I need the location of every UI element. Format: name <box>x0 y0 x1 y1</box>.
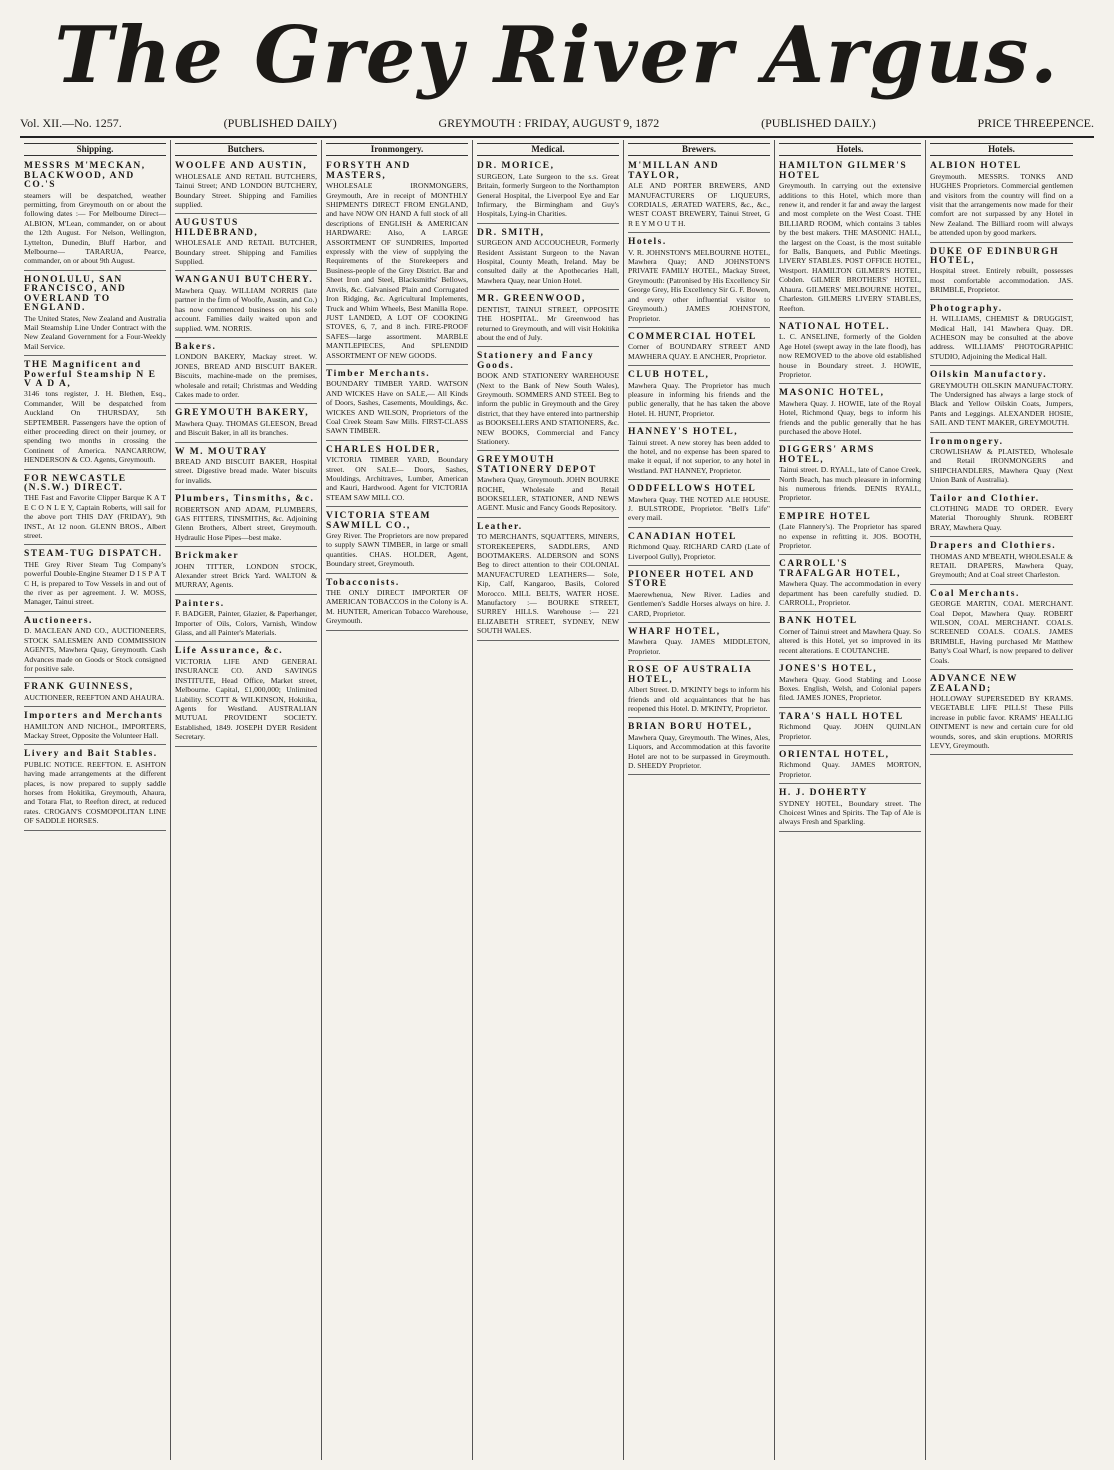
advertisement-name: FORSYTH AND MASTERS, <box>326 161 411 181</box>
column-heading: Ironmongery. <box>326 143 468 156</box>
advertisement <box>628 425 770 480</box>
advertisement <box>326 509 468 573</box>
advertisement-name: HONOLULU, SAN FRANCISCO, AND OVERLAND TO ENGLAND. <box>24 274 127 314</box>
column-heading: Medical. <box>477 143 619 156</box>
advertisement-name: Brickmaker <box>175 551 240 562</box>
advertisement <box>779 748 921 784</box>
advertisement <box>24 680 166 707</box>
advertisement-body: Richmond Quay. RICHARD CARD (Late of Liverpool Gully), Proprietor. <box>628 542 770 561</box>
advertisement-name: JONES'S HOTEL, <box>779 664 878 675</box>
volume-number: Vol. XII.—No. 1257. <box>20 116 122 130</box>
advertisement-body: ALE AND PORTER BREWERS, AND MANUFACTURERS OF LIQUEURS, CORDIALS, ÆRATED WATERS, &c., &c., WEST COAST BREWERY, Tainui Street, G R E Y M O U T H. <box>628 181 770 228</box>
advertisement <box>930 368 1073 432</box>
advertisement-name: Auctioneers. <box>24 615 93 626</box>
advertisement-name: CARROLL'S TRAFALGAR HOTEL, <box>779 559 902 579</box>
advertisement-name: MASONIC HOTEL, <box>779 388 885 399</box>
advertisement-name: GREYMOUTH BAKERY, <box>175 408 310 419</box>
advertisement-name: WHARF HOTEL, <box>628 627 721 638</box>
advertisement-name: VICTORIA STEAM SAWMILL CO., <box>326 511 432 531</box>
advertisement-name: ADVANCE NEW ZEALAND; <box>930 674 1018 694</box>
advertisement-body: Richmond Quay. JOHN QUINLAN Proprietor. <box>779 722 921 741</box>
advertisement-body: CLOTHING MADE TO ORDER. Every Material Thoroughly Shrunk. ROBERT BRAY, Mawhera Quay. <box>930 504 1073 532</box>
advertisement <box>628 482 770 528</box>
advertisement <box>930 492 1073 538</box>
advertisement <box>24 709 166 745</box>
advertisement <box>326 443 468 507</box>
advertisement-name: Ironmongery. <box>930 436 1004 447</box>
advertisement-body: Hospital street. Entirely rebuilt, possesses most comfortable accommodation. JAS. BRIMBLE, Proprietor. <box>930 266 1073 295</box>
advertisement <box>175 549 317 595</box>
advertisement-body: Greymouth. In carrying out the extensive additions to this Hotel, which more than renew it, and render it far and away the largest and most complete on the West Coast. THE BILLIARD ROOM, which contains 3 tables by the best makers. THE MASONIC HALL, the largest on the Coast, is the most suitable for Balls, Banquets, and Public Meetings. LIVERY STABLES. POST OFFICE HOTEL, Westport. HAMILTON GILMER'S HOTEL, Cobden. GILMER BROTHERS' HOTEL, Ahaura. GILMERS' MELBOURNE HOTEL, Charleston. GILMERS LIVERY STABLES, Reefton. <box>779 181 921 313</box>
column-3 <box>322 140 473 1460</box>
advertisement-name: BANK HOTEL <box>779 616 858 627</box>
advertisement-name: Drapers and Clothiers. <box>930 541 1057 552</box>
advertisement-name: Photography. <box>930 303 1003 314</box>
advertisement <box>24 547 166 611</box>
advertisement-body: BREAD AND BISCUIT BAKER, Hospital street. Digestive bread made. Water biscuits for invalids. <box>175 456 317 485</box>
advertisement-body: VICTORIA LIFE AND GENERAL INSURANCE CO. AND SAVINGS INSTITUTE, Head Office, Market street, Melbourne. Capital, £1,000,000; Unlimited Liability. SCOTT & WILKINSON, Hokitika, Agents for Westland. AUSTRALIAN MUTUAL PROVIDENT SOCIETY. Established, 1849. JOSEPH DYER Resident Secretary. <box>175 656 317 742</box>
advertisement <box>477 226 619 290</box>
advertisement-body: Mawhera Quay. THOMAS GLEESON, Bread and Biscuit Baker, in all its branches. <box>175 418 317 438</box>
advertisement-body: THE Grey River Steam Tug Company's powerful Double-Engine Steamer D I S P A T C H, is prepared to Tow Vessels in and out of the river as per agreement. J. W. MOSS, Manager, Tainui street. <box>24 559 166 607</box>
advertisement-name: WANGANUI BUTCHERY. <box>175 275 314 286</box>
columns <box>20 140 1094 1460</box>
advertisement-name: Plumbers, Tinsmiths, &c. <box>175 494 315 505</box>
column-heading: Hotels. <box>779 143 921 156</box>
advertisement-body: Albert Street. D. M'KINTY begs to inform his friends and old acquaintances that he has reopened this Hotel. D. M'KINTY, Proprietor. <box>628 685 770 713</box>
published-daily-right: (PUBLISHED DAILY.) <box>761 116 876 130</box>
advertisement <box>930 539 1073 585</box>
advertisement <box>930 435 1073 490</box>
advertisement-body: WHOLESALE AND RETAIL BUTCHERS, Tainui Street; AND LONDON BUTCHERY, Boundary Street. Shipping and Families supplied. <box>175 171 317 210</box>
column-2 <box>171 140 322 1460</box>
advertisement <box>24 614 166 678</box>
column-4 <box>473 140 624 1460</box>
advertisement-name: STEAM-TUG DISPATCH. <box>24 549 163 560</box>
advertisement-body: ROBERTSON AND ADAM, PLUMBERS, GAS FITTERS, TINSMITHS, &c. Adjoining Glenn Brothers, Albert street, Greymouth. Hydraulic Hose Pipes—best make. <box>175 504 317 542</box>
advertisement-body: THE Fast and Favorite Clipper Barque K A T E C O N L E Y, Captain Roberts, will sail for the above port THIS DAY (FRIDAY), 9th INST., At 12 noon. GLENN BROS., Albert street. <box>24 493 166 541</box>
advertisement-body: H. WILLIAMS, CHEMIST & DRUGGIST, Medical Hall, 141 Mawhera Quay. DR. ACHESON may be consulted at the above address. WILLIAMS' PHOTOGRAPHIC STUDIO, Adjoining the Medical Hall. <box>930 314 1073 361</box>
advertisement-name: FRANK GUINNESS, <box>24 682 134 693</box>
column-heading: Hotels. <box>930 143 1073 156</box>
advertisement-body: JOHN TITTER, LONDON STOCK, Alexander street Brick Yard. WALTON & MURRAY, Agents. <box>175 561 317 590</box>
advertisement-body: CROWLISHAW & PLAISTED, Wholesale and Retail IRONMONGERS and SHIPCHANDLERS, Mawhera Quay (Next Union Bank of Australia). <box>930 446 1073 485</box>
advertisement <box>779 320 921 384</box>
advertisement-body: F. BADGER, Painter, Glazier, & Paperhanger, Importer of Oils, Colors, Varnish, Window Glass, and all Painter's Materials. <box>175 609 317 638</box>
advertisement-body: GEORGE MARTIN, COAL MERCHANT. Coal Depot, Mawhera Quay. ROBERT WILSON, COAL MERCHANT. COALS. SCREENED COALS. COALS. JAMES BRIMBLE, Having purchased Mr Matthew Batty's Coal Wharf, is now prepared to deliver Coals. <box>930 599 1073 665</box>
advertisement-name: Bakers. <box>175 341 217 352</box>
advertisement <box>779 386 921 441</box>
advertisement <box>779 786 921 832</box>
advertisement <box>175 340 317 404</box>
advertisement-body: Mawhera Quay. The accommodation in every department has been carefully studied. D. CARROLL, Proprietor. <box>779 579 921 608</box>
advertisement <box>175 445 317 491</box>
advertisement-body: BOOK AND STATIONERY WAREHOUSE (Next to the Bank of New South Wales), Greymouth. SOMMERS AND STEEL Beg to inform the public in Greymouth and the Grey district, that they have entered into partnership as BOOKSELLERS AND STATIONERS, &c. NEW BOOKS, Commercial and Fancy Stationery. <box>477 371 619 446</box>
advertisement-name: Life Assurance, &c. <box>175 646 284 657</box>
advertisement-body: WHOLESALE AND RETAIL BUTCHER, Boundary street. Shipping and Families Supplied. <box>175 238 317 267</box>
advertisement <box>175 216 317 271</box>
advertisement <box>477 520 619 641</box>
price: PRICE THREEPENCE. <box>977 116 1094 130</box>
advertisement-body: TO MERCHANTS, SQUATTERS, MINERS, STOREKEEPERS, SADDLERS, AND BOOTMAKERS. ALDERSON and SONS Beg to direct attention to their COLONIAL MANUFACTURED LEATHERS— Sole, Kip, Calf, Kangaroo, Basils, Colored Morocco. MILL BELTS, WATER HOSE. Manufactory :— BOURKE STREET, SURREY HILLS. Warehouse :— 221 ELIZABETH STREET, SYDNEY, NEW SOUTH WALES. <box>477 532 619 636</box>
advertisement-body: V. R. JOHNSTON'S MELBOURNE HOTEL, Mawhera Quay; AND JOHNSTON'S PRIVATE FAMILY HOTEL, Mackay Street, Greymouth: (Patronised by His Excellency Sir George Grey, His Excellency Sir G. F. Bowen, and every other influential visitor to Greymouth.) JAMES JOHNSTON, Proprietor. <box>628 247 770 323</box>
advertisement-name: GREYMOUTH STATIONERY DEPOT <box>477 455 597 475</box>
advertisement-body: PUBLIC NOTICE. REEFTON. E. ASHTON having made arrangements at the different places, is now prepared to supply saddle horses from Hokitika, Greymouth, Ahaura, and Totara Flat, to Reefton direct, at reduced rates. CROGAN'S COSMOPOLITAN LINE OF SADDLE HORSES. <box>24 759 166 826</box>
advertisement-body: THOMAS AND M'BEATH, WHOLESALE & RETAIL DRAPERS, Mawhera Quay, Greymouth; And at Coal street Charleston. <box>930 551 1073 580</box>
advertisement-name: W M. MOUTRAY <box>175 446 268 457</box>
advertisement-body: Grey River. The Proprietors are now prepared to supply SAWN TIMBER, in large or small quantities. CHAS. HOLDER, Agent, Boundary street, Greymouth. <box>326 531 468 569</box>
advertisement <box>24 273 166 356</box>
advertisement-body: steamers will be despatched, weather permitting, from Greymouth on or about the following dates :— For Melbourne Direct— ALBION, M'Lean, commander, on or about the 12th August. For Nelson, Wellington, Lyttelton, Dunedin, Bluff Harbor, and Melbourne— TARARUA, Pearce, commander, on or about 9th August. <box>24 190 166 266</box>
advertisement-name: HANNEY'S HOTEL, <box>628 427 739 438</box>
advertisement <box>779 443 921 507</box>
advertisement <box>326 576 468 631</box>
advertisement-body: WHOLESALE IRONMONGERS, Greymouth, Are in receipt of MONTHLY SHIPMENTS DIRECT FROM ENGLAND, and have NOW ON HAND A full stock of all descriptions of ENGLISH & AMERICAN HARDWARE: Also, A LARGE ASSORTMENT OF SUNDRIES, Imported expressly with the view of supplying the Requirements of the Storekeepers and Business-people of the Grey District. Bar and Sheet Iron and Steel, Blacksmiths' Bellows, Anvils, &c. Galvanised Plain and Corrugated Iron Ridging, &c. Agricultural Implements, Truck and Whim Wheels, Best Manilla Rope. JUST LANDED, A LOT OF COOKING STOVES, 6, 7, and 8 inch. FIRE-PROOF SAFES—large assortment. MARBLE MANTLEPIECES, And SPLENDID ASSORTMENT OF NEW GOODS. <box>326 181 468 360</box>
advertisement-body: Corner of Tainui street and Mawhera Quay. So altered is this Hotel, yet so improved in its recent alterations. E COUTANCHE. <box>779 626 921 655</box>
masthead <box>0 0 1114 112</box>
column-6 <box>775 140 926 1460</box>
column-heading: Butchers. <box>175 143 317 156</box>
advertisement-name: COMMERCIAL HOTEL <box>628 331 757 342</box>
advertisement-name: PIONEER HOTEL AND STORE <box>628 570 755 590</box>
advertisement-name: NATIONAL HOTEL. <box>779 321 891 332</box>
advertisement <box>628 235 770 328</box>
advertisement <box>779 557 921 612</box>
advertisement-body: L. C. ANSELINE, formerly of the Golden Age Hotel (swept away in the late flood), has now REMOVED to the above old established house in Boundary street. J. HOWIE, Proprietor. <box>779 332 921 379</box>
advertisement-name: Importers and Merchants <box>24 711 164 722</box>
advertisement-name: Painters. <box>175 598 225 609</box>
advertisement-body: Maerewhenua, New River. Ladies and Gentlemen's Saddle Horses always on hire. J. CARD, Proprietor. <box>628 589 770 618</box>
advertisement-name: CANADIAN HOTEL <box>628 531 737 542</box>
advertisement-name: ORIENTAL HOTEL, <box>779 749 890 760</box>
advertisement-name: MESSRS M'MECKAN, BLACKWOOD, AND CO.'S <box>24 161 146 191</box>
advertisement-body: Mawhera Quay. THE NOTED ALE HOUSE. J. BULSTRODE, Proprietor. "Bell's Life" every mail. <box>628 494 770 523</box>
advertisement-name: CHARLES HOLDER, <box>326 444 441 455</box>
advertisement-name: Tailor and Clothier. <box>930 493 1040 504</box>
advertisement <box>930 587 1073 670</box>
advertisement <box>628 330 770 366</box>
advertisement <box>930 672 1073 755</box>
dateline <box>20 116 1094 138</box>
published-daily-left: (PUBLISHED DAILY) <box>223 116 337 130</box>
advertisement <box>175 273 317 337</box>
advertisement <box>24 358 166 469</box>
advertisement-body: HAMILTON AND NICHOL, IMPORTERS, Mackay Street, Opposite the Volunteer Hall. <box>24 721 166 740</box>
advertisement <box>779 614 921 660</box>
advertisement-body: Tainui street. A new storey has been added to the hotel, and no expense has been spared to make it equal, if not superior, to any hotel in Westland. PAT HANNEY, Proprietor. <box>628 437 770 475</box>
advertisement <box>175 492 317 547</box>
advertisement <box>628 368 770 423</box>
advertisement-body: Mawhera Quay, Greymouth. JOHN BOURKE ROCHE, Wholesale and Retail BOOKSELLER, STATIONER, AND NEWS AGENT. Music and Fancy Goods Repository. <box>477 475 619 513</box>
advertisement <box>779 159 921 318</box>
advertisement-body: Mawhera Quay. J. HOWIE, late of the Royal Hotel, Richmond Quay, begs to inform his friends and the public generally that he has purchased the above Hotel. <box>779 398 921 436</box>
advertisement-name: CLUB HOTEL, <box>628 370 710 381</box>
advertisement-body: THE ONLY DIRECT IMPORTER OF AMERICAN TOBACCOS in the Colony is A. M. HUNTER, American Tobacco Warehouse, Greymouth. <box>326 588 468 626</box>
advertisement-name: ODDFELLOWS HOTEL <box>628 484 757 495</box>
advertisement <box>628 625 770 661</box>
advertisement-body: The United States, New Zealand and Australia Mail Steamship Line Under Contract with the New Zealand Government for a Four-Weekly Mail Service. <box>24 313 166 351</box>
advertisement-body: Richmond Quay. JAMES MORTON, Proprietor. <box>779 760 921 779</box>
advertisement <box>628 720 770 775</box>
advertisement-name: ALBION HOTEL <box>930 161 1022 172</box>
advertisement-body: HOLLOWAY SUPERSEDED BY KRAMS. VEGETABLE LIFE PILLS! These Pills increase in public favor. KRAMS' HEALLIG OINTMENT is new and certain cure for old wounds, sores, and skin eruptions. MORRIS LEVY, Greymouth. <box>930 693 1073 750</box>
advertisement-name: DR. MORICE, <box>477 161 555 172</box>
advertisement <box>24 747 166 830</box>
advertisement-name: THE Magnificent and Powerful Steamship N E V A D A, <box>24 360 157 389</box>
advertisement <box>930 245 1073 300</box>
advertisement-name: Hotels. <box>628 237 667 248</box>
advertisement <box>477 349 619 451</box>
advertisement <box>628 530 770 566</box>
advertisement <box>175 644 317 746</box>
column-7 <box>926 140 1077 1460</box>
advertisement-body: (Late Flannery's). The Proprietor has spared no expense in refitting it. JOS. BOOTH, Proprietor. <box>779 522 921 551</box>
column-heading: Brewers. <box>628 143 770 156</box>
advertisement-name: WOOLFE AND AUSTIN, <box>175 161 308 172</box>
column-5 <box>624 140 775 1460</box>
advertisement <box>628 663 770 718</box>
advertisement <box>628 159 770 233</box>
advertisement <box>779 510 921 556</box>
advertisement-body: SYDNEY HOTEL, Boundary street. The Choicest Wines and Spirits. The Tap of Ale is always Fresh and Sparkling. <box>779 798 921 827</box>
advertisement-body: BOUNDARY TIMBER YARD. WATSON AND WICKES Have on SALE,— All Kinds of Doors, Sashes, Casements, Mouldings, &c. WICKES AND WILSON, Proprietors of the Coal Creek Steam Saw Mills. FIRST-CLASS SAWN TIMBER. <box>326 379 468 436</box>
advertisement-body: Mawhera Quay. JAMES MIDDLETON, Proprietor. <box>628 637 770 656</box>
advertisement-name: MR. GREENWOOD, <box>477 294 586 305</box>
advertisement-body: GREYMOUTH OILSKIN MANUFACTORY. The Undersigned has always a large stock of Black and Yellow Oilskin Coats, Jumpers, Pants and Leggings. ALEXANDER HOSIE, SAIL AND TENT MAKER, GREYMOUTH. <box>930 380 1073 428</box>
advertisement <box>326 367 468 441</box>
advertisement <box>779 662 921 708</box>
place-date: GREYMOUTH : FRIDAY, AUGUST 9, 1872 <box>438 116 660 130</box>
advertisement <box>24 472 166 546</box>
advertisement-body: Mawhera Quay. The Proprietor has much pleasure in informing his friends and the public generally, that he has taken the above Hotel. H. HUNT, Proprietor. <box>628 380 770 418</box>
advertisement-name: H. J. DOHERTY <box>779 788 868 799</box>
advertisement-name: M'MILLAN AND TAYLOR, <box>628 161 720 181</box>
column-heading: Shipping. <box>24 143 166 156</box>
advertisement-name: FOR NEWCASTLE (N.S.W.) DIRECT. <box>24 473 127 493</box>
advertisement <box>175 159 317 214</box>
advertisement-body: 3146 tons register, J. H. Blethen, Esq., Commander, Will be despatched from Auckland On THURSDAY, 5th SEPTEMBER. Passengers have the option of either proceeding direct on their journey, or spending two months in crossing the Continent of America. NANCARROW, HENDERSON & CO. Agents, Greymouth. <box>24 389 166 465</box>
advertisement <box>326 159 468 365</box>
advertisement-name: Tobacconists. <box>326 577 400 588</box>
advertisement <box>24 159 166 270</box>
advertisement-name: HAMILTON GILMER'S HOTEL <box>779 161 908 181</box>
advertisement-name: DUKE OF EDINBURGH HOTEL, <box>930 246 1060 267</box>
advertisement-body: Corner of BOUNDARY STREET AND MAWHERA QUAY. E ANCHER, Proprietor. <box>628 342 770 361</box>
advertisement <box>175 597 317 643</box>
advertisement-body: VICTORIA TIMBER YARD, Boundary street. ON SALE— Doors, Sashes, Mouldings, Architraves, Lumber, American and Kauri, Hardwood. Agent for VICTORIA STEAM SAW MILL CO. <box>326 455 468 502</box>
advertisement-name: ROSE OF AUSTRALIA HOTEL, <box>628 665 752 685</box>
advertisement-name: BRIAN BORU HOTEL, <box>628 722 753 733</box>
advertisement <box>175 406 317 442</box>
advertisement-name: EMPIRE HOTEL <box>779 511 872 522</box>
advertisement-name: TARA'S HALL HOTEL <box>779 711 904 722</box>
column-1 <box>20 140 171 1460</box>
advertisement-name: Leather. <box>477 521 523 532</box>
advertisement-name: DR. SMITH, <box>477 227 545 238</box>
advertisement <box>930 159 1073 242</box>
advertisement-body: Mawhera Quay, Greymouth. The Wines, Ales, Liquors, and Accommodation at this favorite Hotel are not to be surpassed in Greymouth. D. SHEEDY Proprietor. <box>628 732 770 770</box>
advertisement <box>477 453 619 517</box>
newspaper-title: The Grey River Argus. <box>54 10 1060 101</box>
advertisement-name: Stationery and Fancy Goods. <box>477 351 595 371</box>
advertisement-body: Greymouth. MESSRS. TONKS AND HUGHES Proprietors. Commercial gentlemen and visitors from the country will find on a visit that the arrangements now made for their comfort are not surpassed by any Hotel in New Zealand. The Billiard room will always be attended upon by good markers. <box>930 171 1073 238</box>
advertisement-name: Livery and Bait Stables. <box>24 749 158 760</box>
advertisement-body: SURGEON AND ACCOUCHEUR, Formerly Resident Assistant Surgeon to the Navan Hospital, County Meath, Ireland. May be consulted daily at the Apothecaries Hall, Mawhera Quay, near Union Hotel. <box>477 238 619 285</box>
advertisement-name: Timber Merchants. <box>326 368 431 379</box>
advertisement-body: LONDON BAKERY, Mackay street. W. JONES, BREAD AND BISCUIT BAKER. Biscuits, machine-made on the premises, wholesale and retail; Christmas and Wedding Cakes made to order. <box>175 352 317 399</box>
advertisement-name: Coal Merchants. <box>930 588 1020 599</box>
advertisement <box>779 710 921 746</box>
advertisement-body: SURGEON, Late Surgeon to the s.s. Great Britain, formerly Surgeon to the Northampton General Hospital, the Liverpool Eye and Ear Infirmary, the Birmingham and Guy's Hospitals, Lying-in Charities. <box>477 171 619 219</box>
advertisement <box>477 292 619 347</box>
advertisement-body: DENTIST, TAINUI STREET, OPPOSITE THE HOSPITAL. Mr Greenwood has returned to Greymouth, and will visit Hokitika about the end of July. <box>477 304 619 342</box>
advertisement <box>477 159 619 223</box>
advertisement <box>628 568 770 623</box>
advertisement-body: Mawhera Quay. WILLIAM NORRIS (late partner in the firm of Woolfe, Austin, and Co.) has now commenced business on his sole account. Families daily waited upon and supplied. WM. NORRIS. <box>175 285 317 333</box>
advertisement-name: AUGUSTUS HILDEBRAND, <box>175 218 259 238</box>
advertisement <box>930 302 1073 366</box>
advertisement-body: Mawhera Quay. Good Stabling and Loose Boxes. English, Welsh, and Colonial papers filed. JAMES JONES, Proprietor. <box>779 674 921 703</box>
advertisement-body: Tainui street. D. RYALL, late of Canoe Creek, North Beach, has much pleasure in informing his numerous friends. DENIS RYALL, Proprietor. <box>779 465 921 503</box>
advertisement-body: D. MACLEAN AND CO., AUCTIONEERS, STOCK SALESMEN AND COMMISSION AGENTS, Mawhera Quay, Greymouth. Cash Advances made on Goods or Stock consigned for positive sale. <box>24 626 166 673</box>
advertisement-body: AUCTIONEER, REEFTON AND AHAURA. <box>24 692 165 702</box>
advertisement-name: Oilskin Manufactory. <box>930 370 1048 381</box>
advertisement-name: DIGGERS' ARMS HOTEL, <box>779 445 875 465</box>
